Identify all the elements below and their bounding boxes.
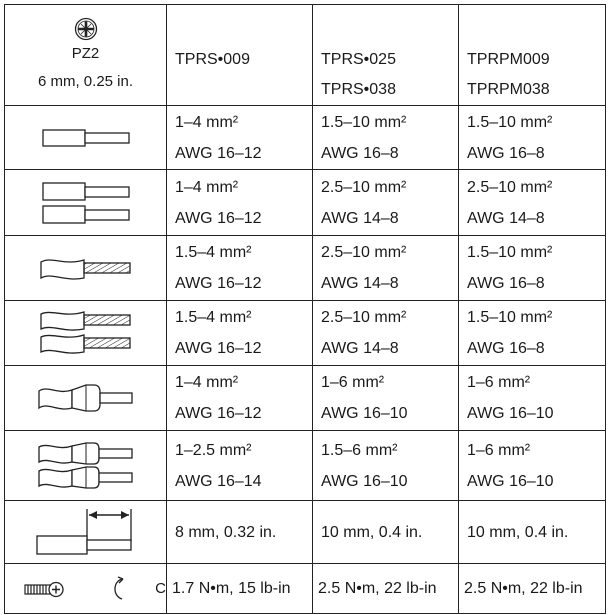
spec-cell: 2.5–10 mm² AWG 14–8	[459, 170, 606, 236]
wire-type-cell	[5, 366, 167, 431]
header-col1	[167, 5, 313, 106]
table-row	[5, 366, 606, 431]
spec-cell: 1.5–6 mm² AWG 16–10	[313, 431, 459, 501]
strip-length-value: 8 mm, 0.32 in.	[167, 501, 313, 564]
spec-cell: 1.5–4 mm² AWG 16–12	[167, 301, 313, 366]
wire-type-cell	[5, 236, 167, 301]
torque-value: 1.7 N•m, 15 lb-in	[167, 564, 313, 614]
driver-size: 6 mm, 0.25 in.	[37, 73, 134, 90]
spec-cell: 2.5–10 mm² AWG 14–8	[313, 301, 459, 366]
spec-cell: 1.5–10 mm² AWG 16–8	[313, 106, 459, 170]
spec-cell: 2.5–10 mm² AWG 14–8	[313, 170, 459, 236]
single-stranded-wire-icon	[38, 254, 134, 282]
part-number: TPRS•025	[321, 51, 396, 68]
part-number: TPRPM038	[467, 81, 550, 98]
rotation-arrow-icon	[108, 576, 130, 602]
double-stranded-wire-icon	[38, 308, 134, 358]
table-row	[5, 170, 606, 236]
header-row	[5, 5, 606, 106]
wire-type-cell	[5, 431, 167, 501]
strip-length-value: 10 mm, 0.4 in.	[313, 501, 459, 564]
torque-symbol: C	[155, 580, 166, 597]
single-ferrule-wire-icon	[36, 382, 136, 414]
wire-type-cell	[5, 301, 167, 366]
spec-cell: 1–4 mm² AWG 16–12	[167, 106, 313, 170]
strip-length-row	[5, 501, 606, 564]
torque-screw-icon	[23, 579, 65, 599]
wire-type-cell	[5, 170, 167, 236]
torque-row	[5, 564, 606, 614]
wire-spec-table	[4, 4, 606, 614]
spec-cell: 1.5–4 mm² AWG 16–12	[167, 236, 313, 301]
torque-value: 2.5 N•m, 22 lb-in	[313, 564, 459, 614]
part-number: TPRPM009	[467, 51, 550, 68]
spec-cell: 1.5–10 mm² AWG 16–8	[459, 106, 606, 170]
wire-type-cell	[5, 106, 167, 170]
spec-cell: 1–4 mm² AWG 16–12	[167, 170, 313, 236]
spec-cell: 1–6 mm² AWG 16–10	[313, 366, 459, 431]
part-number: TPRS•009	[175, 51, 250, 68]
spec-cell: 1.5–10 mm² AWG 16–8	[459, 301, 606, 366]
strip-length-value: 10 mm, 0.4 in.	[459, 501, 606, 564]
single-solid-wire-icon	[40, 126, 132, 150]
spec-cell: 2.5–10 mm² AWG 14–8	[313, 236, 459, 301]
table-row	[5, 301, 606, 366]
driver-cell	[5, 5, 167, 106]
spec-cell: 1–6 mm² AWG 16–10	[459, 431, 606, 501]
strip-length-cell	[5, 501, 167, 564]
driver-type: PZ2	[71, 45, 100, 62]
torque-cell	[5, 564, 167, 614]
table-row	[5, 106, 606, 170]
header-col2	[313, 5, 459, 106]
double-ferrule-wire-icon	[36, 441, 136, 491]
header-col3	[459, 5, 606, 106]
spec-cell: 1.5–10 mm² AWG 16–8	[459, 236, 606, 301]
table-row	[5, 431, 606, 501]
table-row	[5, 236, 606, 301]
spec-cell: 1–6 mm² AWG 16–10	[459, 366, 606, 431]
pozidriv-screw-icon	[74, 17, 98, 41]
double-solid-wire-icon	[40, 180, 132, 226]
torque-value: 2.5 N•m, 22 lb-in	[459, 564, 606, 614]
spec-cell: 1–2.5 mm² AWG 16–14	[167, 431, 313, 501]
spec-cell: 1–4 mm² AWG 16–12	[167, 366, 313, 431]
strip-length-icon	[31, 506, 141, 558]
part-number: TPRS•038	[321, 81, 396, 98]
